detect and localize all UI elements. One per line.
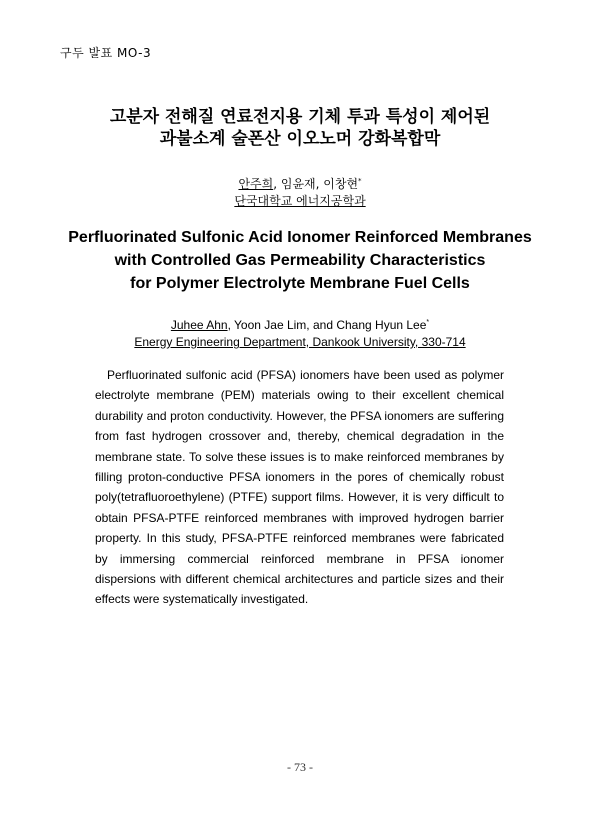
english-title <box>0 226 600 295</box>
abstract-paragraph: Perfluorinated sulfonic acid (PFSA) ionomers have been used as polymer electrolyte membrane (PEM) materials owing to their excellent chemical durability and proton conductivity. However, the PFSA ionomers are suffering from fast hydrogen crossover and, thereby, chemical degradation in the membrane state. To solve these issues is to make reinforced membranes by filling proton-conductive PFSA ionomers in the pores of chemically robust poly(tetrafluoroethylene) (PTFE) support films. However, it is very difficult to obtain PFSA-PTFE reinforced membranes with improved hydrogen barrier property. In this study, PFSA-PTFE reinforced membranes were fabricated by immersing commercial reinforced membrane in PFSA ionomer dispersions with different chemical architectures and particle sizes and their effects were systematically investigated. <box>95 368 504 607</box>
english-coauthors: , Yoon Jae Lim, and Chang Hyun Lee <box>227 318 427 332</box>
english-title-line-2: with Controlled Gas Permeability Characteristics <box>114 252 486 269</box>
korean-corresponding-mark: * <box>358 177 362 185</box>
english-title-line-1: Perfluorinated Sulfonic Acid Ionomer Reinforced Membranes <box>68 229 532 246</box>
english-affiliation: Energy Engineering Department, Dankook University, 330-714 <box>134 335 466 349</box>
korean-presenting-author: 안주희 <box>238 177 274 191</box>
korean-title-line-2: 과불소계 술폰산 이오노머 강화복합막 <box>159 129 441 149</box>
english-corresponding-mark: * <box>426 319 430 326</box>
korean-title <box>0 106 600 150</box>
session-tag: 구두 발표 MO-3 <box>60 46 152 60</box>
english-authors-block <box>0 314 600 351</box>
korean-authors-block <box>0 173 600 210</box>
korean-title-line-1: 고분자 전해질 연료전지용 기체 투과 특성이 제어된 <box>109 107 491 127</box>
english-title-line-3: for Polymer Electrolyte Membrane Fuel Cells <box>130 275 470 292</box>
korean-authors <box>0 173 600 193</box>
english-authors <box>0 314 600 334</box>
korean-affiliation: 단국대학교 에너지공학과 <box>234 194 366 208</box>
page-number: - 73 - <box>287 760 313 774</box>
korean-coauthors: , 임윤재, 이창현 <box>273 177 359 191</box>
english-presenting-author: Juhee Ahn <box>170 318 228 332</box>
